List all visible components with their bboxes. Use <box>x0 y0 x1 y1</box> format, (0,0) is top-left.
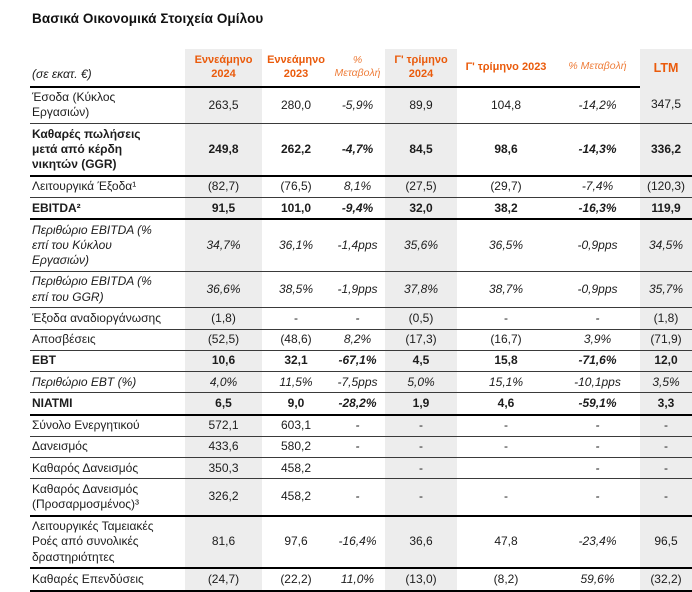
cell-value: 15,1% <box>488 374 524 389</box>
cell-value: 3,9% <box>583 332 612 347</box>
cell-value: 104,8 <box>490 97 522 112</box>
table-header <box>30 49 692 87</box>
cell-value: 32,1 <box>284 353 308 368</box>
cell-value: -23,4% <box>578 534 617 549</box>
table-header-row <box>30 49 692 87</box>
cell-value: -4,7% <box>341 141 374 156</box>
table-row <box>30 479 692 516</box>
table-row <box>30 308 692 329</box>
cell-value: 34,5% <box>640 219 692 271</box>
col-header-ninemonth-2024: Εννεάμηνο 2024 <box>185 49 262 87</box>
cell-value: 458,2 <box>280 460 312 475</box>
cell-value: - <box>640 479 692 516</box>
cell-value: 4,0% <box>185 372 262 393</box>
cell-value: 12,0 <box>640 350 692 371</box>
cell-value: 6,5 <box>185 393 262 415</box>
cell-value: 249,8 <box>185 124 262 176</box>
cell-value: - <box>385 415 457 437</box>
cell-value: 4,5 <box>385 350 457 371</box>
cell-value: 3,5% <box>640 372 692 393</box>
cell-value: 36,6 <box>385 516 457 569</box>
cell-value: -16,4% <box>338 534 377 549</box>
cell-value: -0,9pps <box>577 282 618 297</box>
cell-value: 326,2 <box>185 479 262 516</box>
col-header-ltm: LTM <box>640 49 692 87</box>
cell-value: - <box>504 418 508 433</box>
cell-value: 81,6 <box>185 516 262 569</box>
cell-value: (48,6) <box>280 332 312 347</box>
row-label: EBT <box>32 353 56 368</box>
cell-value: (8,2) <box>493 571 519 586</box>
cell-value: 97,6 <box>284 534 308 549</box>
cell-value: 91,5 <box>185 198 262 220</box>
row-label: Καθαρός Δανεισμός (Προσαρμοσμένος)³ <box>32 481 140 512</box>
table-row <box>30 219 692 271</box>
row-label: EBITDA² <box>32 200 81 215</box>
row-label: Έσοδα (Κύκλος Εργασιών) <box>32 90 116 120</box>
table-row <box>30 458 692 479</box>
cell-value: 15,8 <box>494 353 518 368</box>
cell-value: - <box>640 415 692 437</box>
row-label: Καθαρός Δανεισμός <box>32 460 139 475</box>
table-row <box>30 393 692 415</box>
financial-summary-table <box>30 49 692 592</box>
cell-value: 119,9 <box>640 198 692 220</box>
cell-value: (17,3) <box>385 329 457 350</box>
cell-value: 8,1% <box>343 179 372 194</box>
cell-value: - <box>385 479 457 516</box>
cell-value: (29,7) <box>490 179 522 194</box>
cell-value: 350,3 <box>185 458 262 479</box>
cell-value: - <box>504 439 508 454</box>
cell-value: 32,0 <box>385 198 457 220</box>
row-label: Έξοδα αναδιοργάνωσης <box>32 310 161 325</box>
row-label: Καθαρές Επενδύσεις <box>32 571 144 586</box>
cell-value: 603,1 <box>280 418 312 433</box>
col-header-pct-change-1: % Μεταβολή <box>330 49 385 87</box>
cell-value: -7,5pps <box>337 374 378 389</box>
row-label: Καθαρές πωλήσεις μετά από κέρδη νικητών (GGR) <box>32 126 141 172</box>
cell-value: 1,9 <box>385 393 457 415</box>
cell-value: 37,8% <box>385 271 457 307</box>
cell-value: 35,7% <box>640 271 692 307</box>
table-row <box>30 198 692 220</box>
cell-value: 38,5% <box>278 282 314 297</box>
cell-value: 5,0% <box>385 372 457 393</box>
cell-value: 8,2% <box>343 332 372 347</box>
cell-value: - <box>640 458 692 479</box>
cell-value: 336,2 <box>640 124 692 176</box>
cell-value: - <box>385 458 457 479</box>
cell-value: -0,9pps <box>577 237 618 252</box>
cell-value: (32,2) <box>640 568 692 590</box>
cell-value: -28,2% <box>338 395 377 410</box>
cell-value: - <box>355 439 360 454</box>
cell-value: - <box>385 436 457 457</box>
cell-value: 4,6 <box>497 395 515 410</box>
cell-value: (16,7) <box>490 332 522 347</box>
col-header-q3-2024: Γ' τρίμηνο 2024 <box>385 49 457 87</box>
row-label: Περιθώριο EBT (%) <box>32 374 137 389</box>
table-row <box>30 124 692 176</box>
cell-value: 34,7% <box>185 219 262 271</box>
cell-value: (71,9) <box>640 329 692 350</box>
cell-value: -14,2% <box>578 97 617 112</box>
cell-value: - <box>355 489 360 504</box>
table-row <box>30 87 692 124</box>
cell-value: -5,9% <box>341 97 374 112</box>
table-row <box>30 516 692 569</box>
row-label: Περιθώριο EBITDA (% επί του GGR) <box>32 274 152 304</box>
col-header-ninemonth-2023: Εννεάμηνο 2023 <box>262 49 330 87</box>
cell-value: 98,6 <box>494 141 518 156</box>
cell-value: (27,5) <box>385 176 457 198</box>
cell-value: - <box>355 418 360 433</box>
cell-value: -1,9pps <box>337 282 378 297</box>
cell-value: - <box>294 310 298 325</box>
cell-value: -16,3% <box>578 200 617 215</box>
col-header-pct-change-2: % Μεταβολή <box>555 49 640 87</box>
row-label: Λειτουργικές Ταμειακές Ροές από συνολικές δραστηριότητες <box>32 519 154 564</box>
cell-value: 10,6 <box>185 350 262 371</box>
row-label: Σύνολο Ενεργητικού <box>32 418 140 433</box>
cell-value: 101,0 <box>280 200 312 215</box>
cell-value <box>457 458 555 479</box>
cell-value: 36,5% <box>488 237 524 252</box>
cell-value: -10,1pps <box>574 374 621 389</box>
cell-value: 36,6% <box>185 271 262 307</box>
cell-value: -59,1% <box>578 395 617 410</box>
cell-value: -67,1% <box>338 353 377 368</box>
row-label: NIATMI <box>32 395 73 410</box>
cell-value: 262,2 <box>280 141 312 156</box>
cell-value: (13,0) <box>385 568 457 590</box>
table-row <box>30 568 692 590</box>
cell-value: (82,7) <box>185 176 262 198</box>
cell-value: 84,5 <box>385 124 457 176</box>
table-row <box>30 271 692 307</box>
cell-value: 36,1% <box>278 237 314 252</box>
cell-value: (120,3) <box>640 176 692 198</box>
cell-value: 38,2 <box>494 200 518 215</box>
cell-value: 89,9 <box>385 87 457 124</box>
cell-value: (22,2) <box>280 571 312 586</box>
cell-value: 11,5% <box>279 374 313 389</box>
cell-value: 280,0 <box>280 97 312 112</box>
cell-value <box>330 458 385 479</box>
cell-value: 572,1 <box>185 415 262 437</box>
table-row <box>30 176 692 198</box>
cell-value: 9,0 <box>287 395 305 410</box>
cell-value: 38,7% <box>488 282 524 297</box>
cell-value: (52,5) <box>185 329 262 350</box>
cell-value: 11,0% <box>340 571 375 586</box>
cell-value: -14,3% <box>578 141 617 156</box>
table-row <box>30 350 692 371</box>
cell-value: - <box>640 436 692 457</box>
cell-value: 47,8 <box>494 534 518 549</box>
col-header-q3-2023: Γ' τρίμηνο 2023 <box>457 49 555 87</box>
table-row <box>30 372 692 393</box>
cell-value: - <box>504 489 508 504</box>
row-label: Περιθώριο EBITDA (% επί του Κύκλου Εργασιών) <box>32 222 152 268</box>
cell-value: (76,5) <box>280 179 312 194</box>
cell-value: 35,6% <box>385 219 457 271</box>
cell-value: -9,4% <box>341 200 374 215</box>
cell-value: 59,6% <box>580 571 615 586</box>
cell-value: - <box>595 489 600 504</box>
cell-value: 458,2 <box>280 489 312 504</box>
cell-value: (1,8) <box>185 308 262 329</box>
cell-value: - <box>595 439 600 454</box>
row-label: Δανεισμός <box>32 439 88 454</box>
row-label: Λειτουργικά Έξοδα¹ <box>32 179 137 194</box>
cell-value: 263,5 <box>185 87 262 124</box>
cell-value: (24,7) <box>185 568 262 590</box>
cell-value: - <box>595 418 600 433</box>
cell-value: 433,6 <box>185 436 262 457</box>
cell-value: -7,4% <box>581 179 614 194</box>
col-header-unit: (σε εκατ. €) <box>30 49 185 87</box>
cell-value: - <box>355 310 360 325</box>
cell-value: - <box>595 310 600 325</box>
cell-value: 580,2 <box>280 439 312 454</box>
table-row <box>30 415 692 437</box>
cell-value: - <box>504 310 508 325</box>
cell-value: - <box>595 460 600 475</box>
cell-value: -71,6% <box>578 353 617 368</box>
cell-value: 96,5 <box>640 516 692 569</box>
table-row <box>30 329 692 350</box>
cell-value: -1,4pps <box>337 237 378 252</box>
cell-value: 347,5 <box>640 87 692 124</box>
page-title: Βασικά Οικονομικά Στοιχεία Ομίλου <box>32 11 264 26</box>
cell-value: 3,3 <box>640 393 692 415</box>
table-row <box>30 436 692 457</box>
table-body <box>30 87 692 591</box>
cell-value: (0,5) <box>385 308 457 329</box>
row-label: Αποσβέσεις <box>32 332 96 347</box>
cell-value: (1,8) <box>640 308 692 329</box>
